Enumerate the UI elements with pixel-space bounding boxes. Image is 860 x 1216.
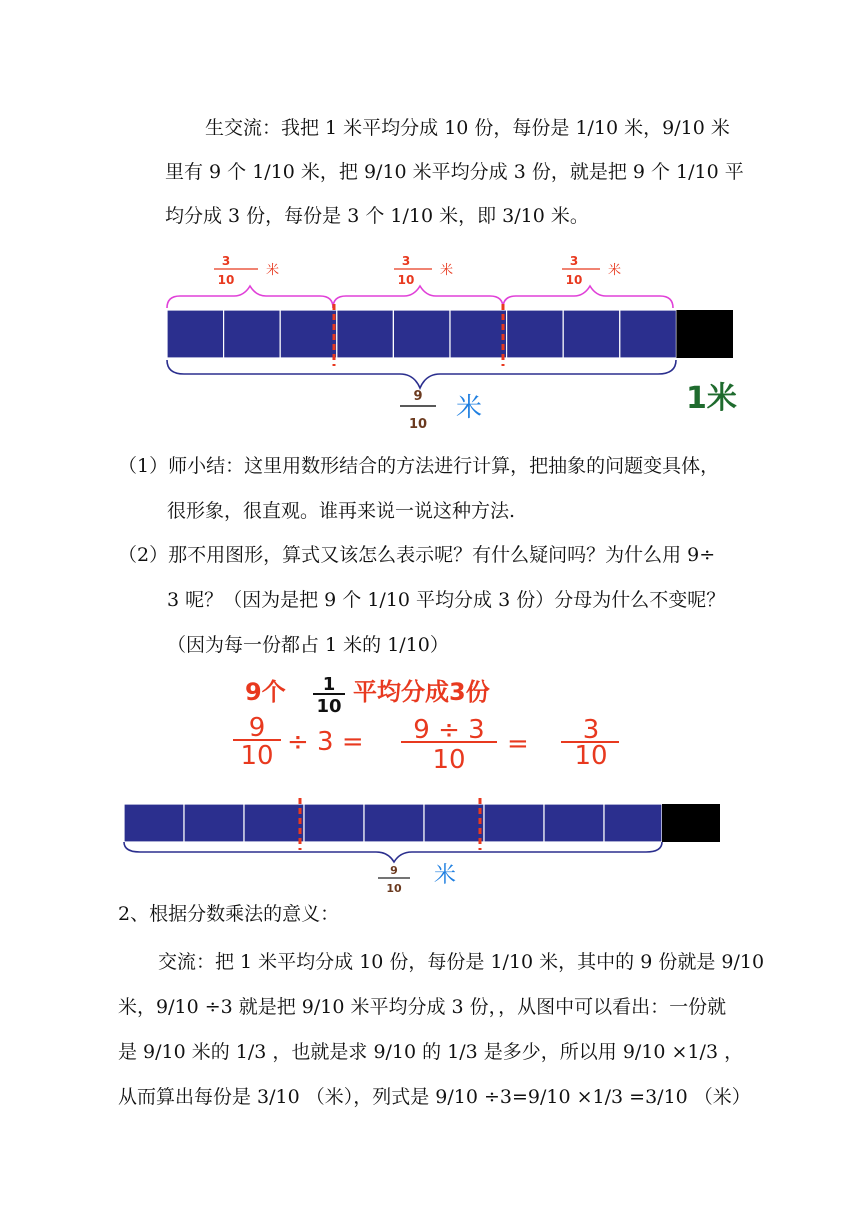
summary-item2-line2: 3 呢？（因为是把 9 个 1/10 平均分成 3 份）分母为什么不变呢？ xyxy=(167,589,726,611)
bar-cell xyxy=(393,310,450,358)
summary-item1-line2: 很形象，很直观。谁再来说一说这种方法. xyxy=(167,500,516,522)
formula-line1-denominator: 10 xyxy=(316,696,342,717)
part-label-3-denominator: 10 xyxy=(565,273,583,287)
fraction-bar-diagram-2 xyxy=(118,796,728,895)
eq-operator: ÷ 3 = xyxy=(287,727,364,757)
bar-cell xyxy=(304,804,364,842)
section2-line3: 是 9/10 米的 1/3 ，也就是求 9/10 的 1/3 是多少，所以用 9/10 ×1/3 ， xyxy=(118,1041,744,1063)
total-unit: 米 xyxy=(434,863,457,888)
top-brace-1 xyxy=(167,286,333,308)
bar-cell xyxy=(484,804,544,842)
eq-denominator-2: 10 xyxy=(432,745,466,775)
total-unit: 米 xyxy=(456,393,483,423)
bottom-brace xyxy=(167,360,676,388)
part-label-3-numerator: 3 xyxy=(569,254,579,268)
eq-numerator-2: 9 ÷ 3 xyxy=(413,715,485,745)
summary-item2-line1: （2）那不用图形，算式又该怎么表示呢？有什么疑问吗？为什么用 9÷ xyxy=(118,544,716,566)
top-braces xyxy=(167,286,673,308)
summary-item2-line3: （因为每一份都占 1 米的 1/10） xyxy=(167,634,449,656)
section2-line4: 从而算出每份是 3/10 （米），列式是 9/10 ÷3=9/10 ×1/3 =3/10 （米） xyxy=(118,1086,751,1108)
top-brace-3 xyxy=(503,286,673,308)
bar-cells-1 xyxy=(167,310,733,358)
section2-line2: 米，9/10 ÷3 就是把 9/10 米平均分成 3 份，，从图中可以看出：一份就 xyxy=(118,996,727,1018)
bar-cell xyxy=(620,310,677,358)
paragraph1-line2: 里有 9 个 1/10 米，把 9/10 米平均分成 3 份，就是把 9 个 1/10 平 xyxy=(165,161,744,183)
total-denominator: 10 xyxy=(386,882,402,895)
part-label-1-numerator: 3 xyxy=(221,254,231,268)
bottom-brace xyxy=(124,842,662,862)
bar-cell xyxy=(184,804,244,842)
section2-line1: 交流：把 1 米平均分成 10 份，每份是 1/10 米，其中的 9 份就是 9/10 xyxy=(158,951,765,973)
bar-cell-last xyxy=(676,310,733,358)
bar-cell xyxy=(424,804,484,842)
formula-graphic xyxy=(215,672,635,776)
bar-cell xyxy=(364,804,424,842)
bar-cell xyxy=(563,310,620,358)
top-brace-2 xyxy=(333,286,503,308)
eq-equals: = xyxy=(507,729,529,759)
bar-cell xyxy=(244,804,304,842)
formula-line1-suffix: 平均分成3份 xyxy=(353,678,490,706)
total-denominator: 10 xyxy=(408,417,428,432)
total-numerator: 9 xyxy=(413,389,423,404)
formula-line1-prefix: 9个 xyxy=(245,678,286,706)
summary-item1-line1: （1）师小结：这里用数形结合的方法进行计算，把抽象的问题变具体， xyxy=(118,455,720,477)
part-label-2-numerator: 3 xyxy=(401,254,411,268)
eq-numerator-3: 3 xyxy=(582,715,600,745)
bar-cell xyxy=(224,310,281,358)
eq-denominator-1: 10 xyxy=(240,741,274,771)
part-label-2-denominator: 10 xyxy=(397,273,415,287)
part-label-1-denominator: 10 xyxy=(217,273,235,287)
bar-cell xyxy=(167,310,224,358)
paragraph1-line1: 生交流：我把 1 米平均分成 10 份，每份是 1/10 米，9/10 米 xyxy=(205,117,730,139)
bar-cell xyxy=(450,310,507,358)
bar-cell xyxy=(604,804,662,842)
whole-label: 1米 xyxy=(686,381,737,416)
bar-cell xyxy=(507,310,564,358)
part-label-1-unit: 米 xyxy=(266,263,280,278)
bar-cell xyxy=(337,310,394,358)
eq-denominator-3: 10 xyxy=(574,741,608,771)
eq-numerator-1: 9 xyxy=(248,713,266,743)
fraction-bar-diagram-1 xyxy=(150,248,760,438)
total-numerator: 9 xyxy=(390,864,398,877)
bar-cell xyxy=(280,310,337,358)
part-label-2-unit: 米 xyxy=(440,263,454,278)
part-label-3-unit: 米 xyxy=(608,263,622,278)
section2-heading: 2、根据分数乘法的意义： xyxy=(118,903,340,925)
formula-line1-numerator: 1 xyxy=(322,674,336,695)
paragraph1-line3: 均分成 3 份，每份是 3 个 1/10 米，即 3/10 米。 xyxy=(165,205,589,227)
bar-cell xyxy=(544,804,604,842)
bar-cell-last xyxy=(662,804,720,842)
bar-cell xyxy=(124,804,184,842)
bar-cells-2 xyxy=(124,804,720,842)
